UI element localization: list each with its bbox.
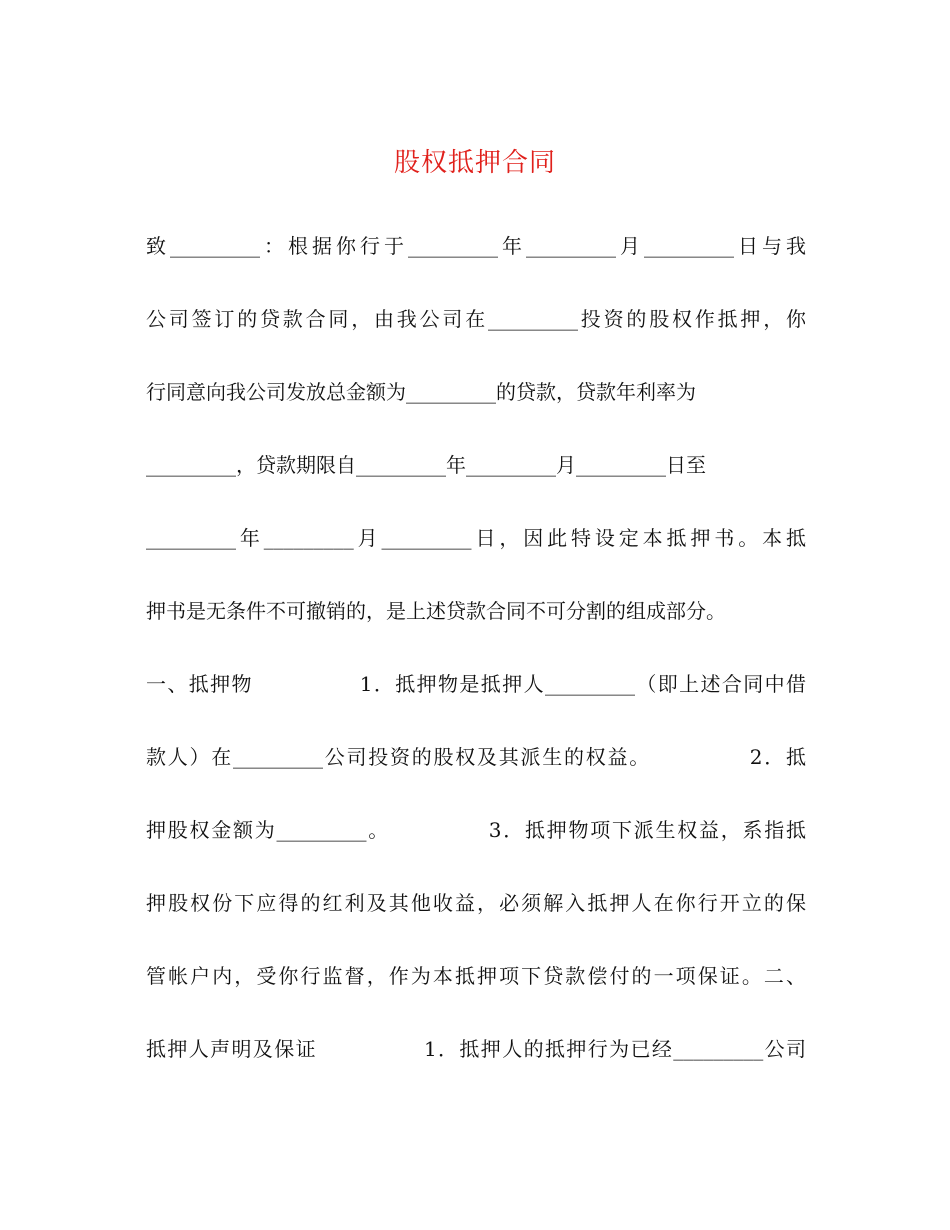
body-line-9: 押股权金额为_________。 3．抵押物项下派生权益，系指抵 [146,818,806,842]
body-line-8: 款人）在_________公司投资的股权及其派生的权益。 2．抵 [146,745,806,769]
body-line-4: _________，贷款期限自_________年_________月_________日至 [146,453,706,477]
body-line-10: 押股权份下应得的红利及其他收益，必须解入抵押人在你行开立的保 [146,891,806,915]
body-line-11: 管帐户内，受你行监督，作为本抵押项下贷款偿付的一项保证。二、 [146,964,806,988]
body-line-2: 公司签订的贷款合同，由我公司在_________投资的股权作抵押，你 [146,307,806,331]
body-line-12: 抵押人声明及保证 1．抵押人的抵押行为已经_________公司 [146,1037,806,1061]
document-title: 股权抵押合同 [393,148,556,178]
body-line-7: 一、抵押物 1．抵押物是抵押人_________（即上述合同中借 [146,672,806,696]
body-line-5: _________年_________月_________日，因此特设定本抵押书。本抵 [146,526,806,550]
body-line-3: 行同意向我公司发放总金额为_________的贷款，贷款年利率为 [146,380,696,404]
body-line-1: 致_________：根据你行于_________年_________月_________日与我 [146,234,806,258]
body-line-6: 押书是无条件不可撤销的，是上述贷款合同不可分割的组成部分。 [146,599,726,623]
